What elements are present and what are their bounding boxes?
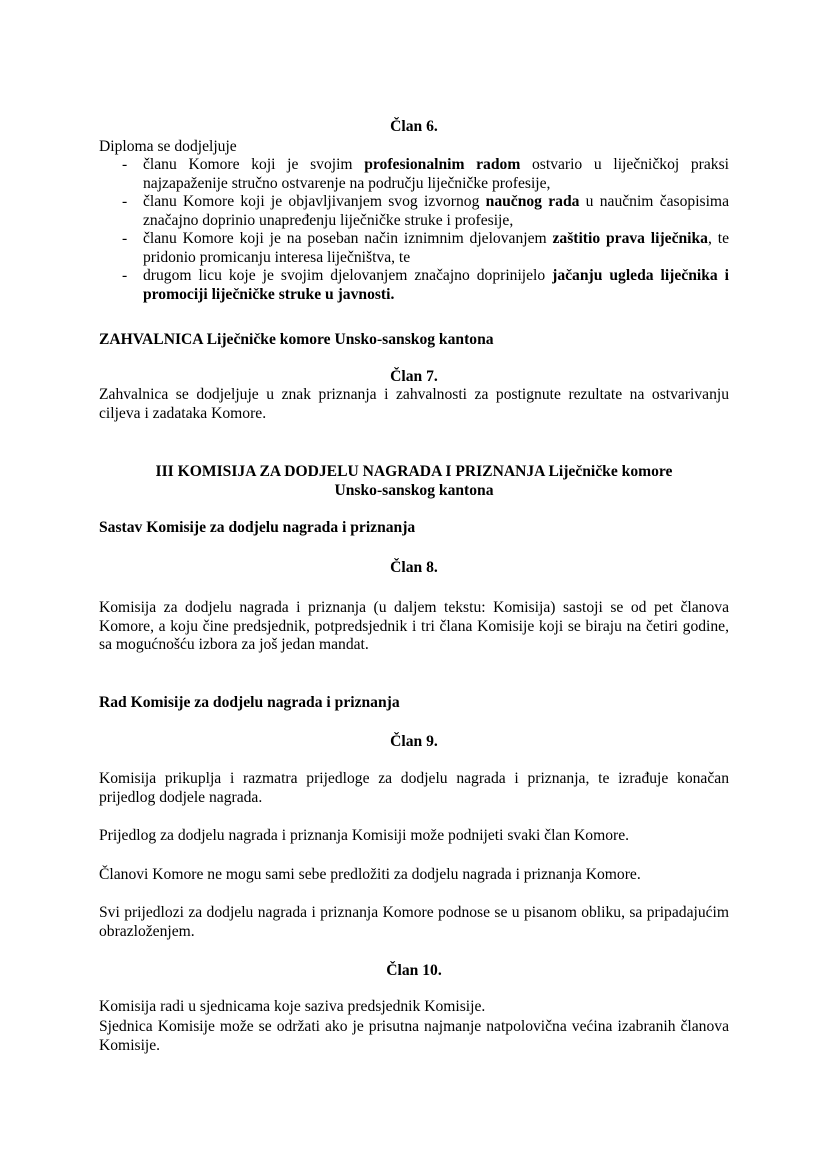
sastav-title: Sastav Komisije za dodjelu nagrada i priznanja — [99, 519, 416, 536]
article-10-heading: Član 10. — [386, 962, 442, 979]
article-6-intro: Diploma se dodjeljuje — [99, 138, 237, 155]
list-item: - članu Komore koji je na poseban način iznimnim djelovanjem zaštitio prava liječnika, te pridonio promicanju interesa liječništva, te — [122, 230, 729, 266]
article-6-heading: Član 6. — [390, 118, 438, 135]
article-7-text: Zahvalnica se dodjeljuje u znak priznanja i zahvalnosti za postignute rezultate na ostvarivanju ciljeva i zadataka Komore. — [99, 386, 729, 422]
section-3-title-line1: III KOMISIJA ZA DODJELU NAGRADA I PRIZNANJA Liječničke komore — [155, 463, 673, 480]
rad-title: Rad Komisije za dodjelu nagrada i priznanja — [99, 694, 400, 711]
article-9-paragraph-4: Svi prijedlozi za dodjelu nagrada i priznanja Komore podnose se u pisanom obliku, sa pripadajućim obrazloženjem. — [99, 904, 729, 940]
article-8-heading: Član 8. — [390, 559, 438, 576]
article-7-heading: Član 7. — [390, 368, 438, 385]
section-3-title-line2: Unsko-sanskog kantona — [334, 482, 494, 499]
article-9-paragraph-2: Prijedlog za dodjelu nagrada i priznanja Komisiji može podnijeti svaki član Komore. — [99, 827, 630, 844]
article-9-heading: Član 9. — [390, 733, 438, 750]
article-6-list — [99, 156, 729, 304]
list-item: - članu Komore koji je objavljivanjem svog izvornog naučnog rada u naučnim časopisima značajno doprinio unapređenju liječničke struke i profesije, — [122, 193, 729, 229]
article-10-line-1: Komisija radi u sjednicama koje saziva predsjednik Komisije. — [99, 998, 486, 1015]
zahvalnica-title: ZAHVALNICA Liječničke komore Unsko-sanskog kantona — [99, 331, 494, 348]
article-9-paragraph-3: Članovi Komore ne mogu sami sebe predložiti za dodjelu nagrada i priznanja Komore. — [99, 866, 641, 883]
list-item: - drugom licu koje je svojim djelovanjem značajno doprinijelo jačanju ugleda liječnika i promociji liječničke struke u javnosti. — [122, 267, 729, 303]
list-item: - članu Komore koji je svojim profesionalnim radom ostvario u liječničkoj praksi najzapaženije stručno ostvarenje na području liječničke profesije, — [122, 156, 729, 192]
article-9-paragraph-1: Komisija prikuplja i razmatra prijedloge za dodjelu nagrada i priznanja, te izrađuje konačan prijedlog dodjele nagrada. — [99, 770, 729, 806]
article-10-line-2: Sjednica Komisije može se održati ako je prisutna najmanje natpolovična većina izabranih članova Komisije. — [99, 1018, 729, 1054]
article-8-text: Komisija za dodjelu nagrada i priznanja (u daljem tekstu: Komisija) sastoji se od pet članova Komore, a koju čine predsjednik, potpredsjednik i tri člana Komisije koji se biraju na četiri godine, sa mogućnošću izbora za još jedan mandat. — [99, 599, 729, 653]
